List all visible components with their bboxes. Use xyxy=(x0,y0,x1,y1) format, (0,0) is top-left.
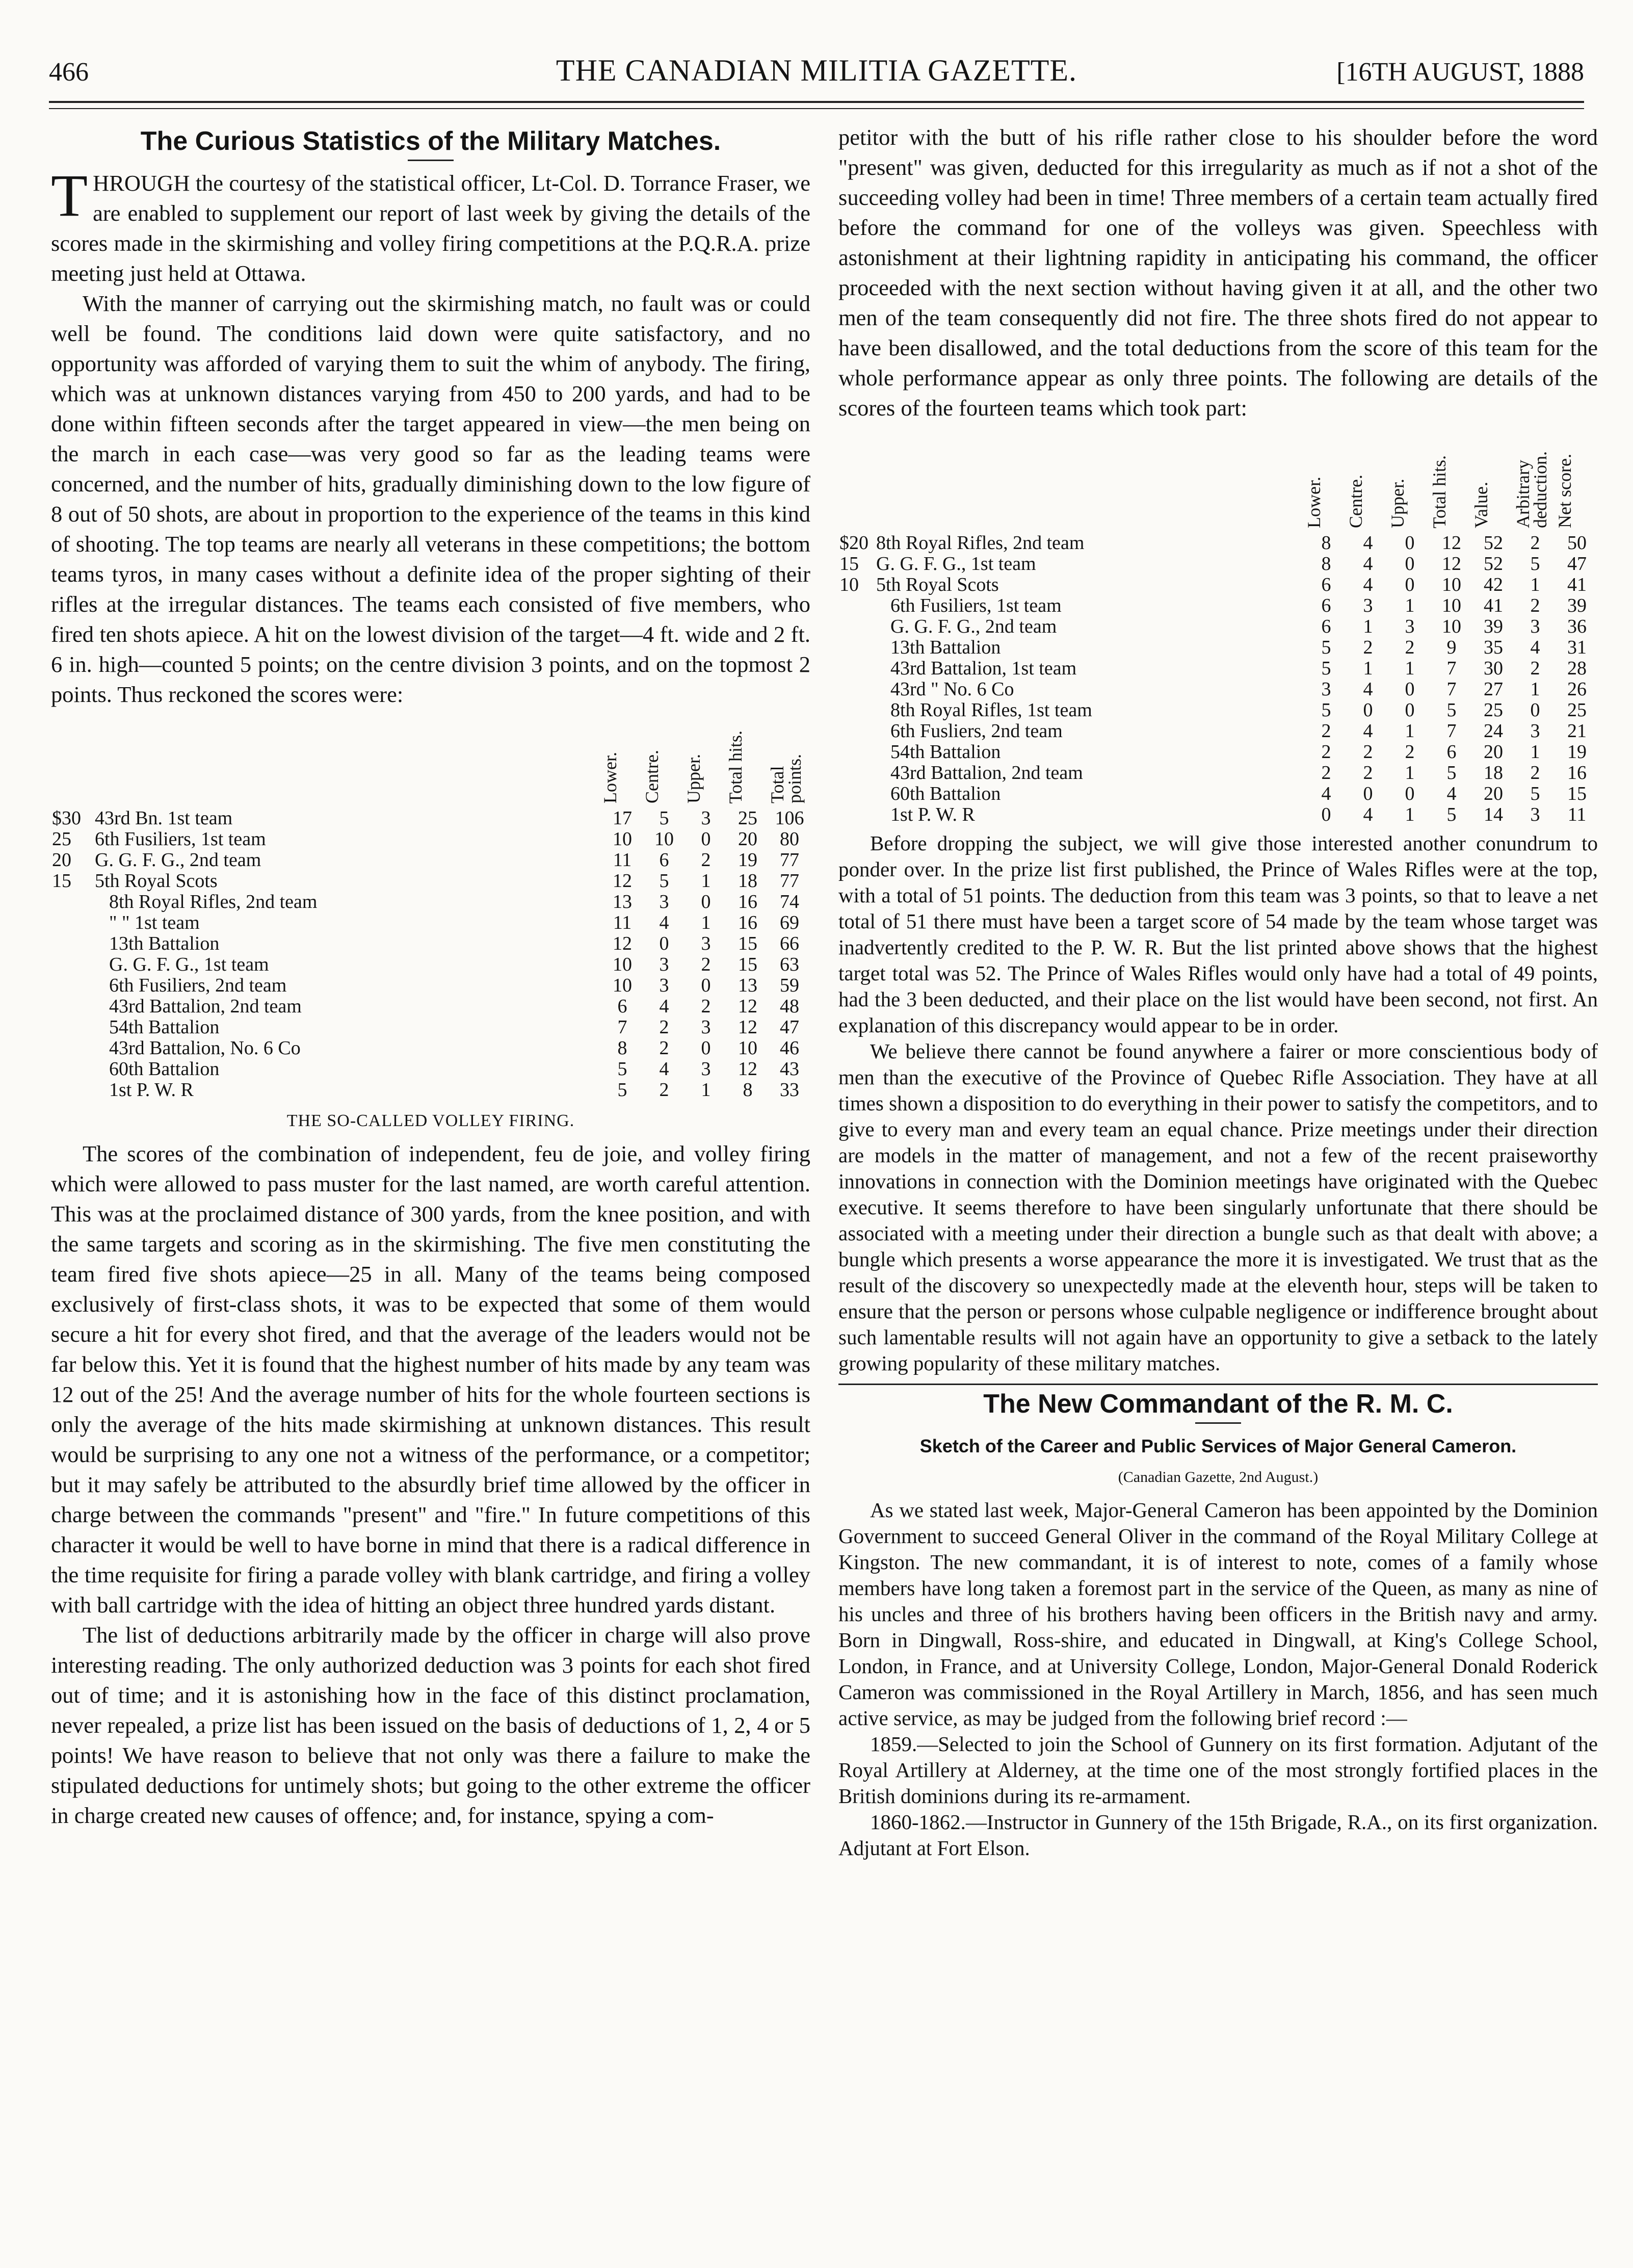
centre-cell: 3 xyxy=(659,891,669,913)
centre-cell: 4 xyxy=(1363,679,1373,700)
points-cell: 80 xyxy=(780,828,799,850)
centre-cell: 4 xyxy=(659,996,669,1017)
upper-cell: 0 xyxy=(1405,783,1415,804)
lower-cell: 2 xyxy=(1321,762,1331,784)
upper-cell: 0 xyxy=(1405,679,1415,700)
prize-cell xyxy=(51,913,94,933)
skirmishing-scores-table xyxy=(51,713,810,1101)
upper-cell: 2 xyxy=(701,954,711,975)
team-cell: 43rd Battalion, 2nd team xyxy=(109,996,302,1017)
upper-cell: 0 xyxy=(701,891,711,913)
centre-cell: 1 xyxy=(1363,658,1373,679)
prize-cell xyxy=(838,595,875,616)
value-cell: 24 xyxy=(1484,720,1503,742)
hits-cell: 12 xyxy=(738,996,757,1017)
deduction-cell: 3 xyxy=(1530,804,1540,825)
team-cell: 5th Royal Scots xyxy=(876,575,999,595)
hits-cell: 4 xyxy=(1446,783,1457,804)
team-cell: 5th Royal Scots xyxy=(95,871,218,892)
table-row xyxy=(838,658,1598,679)
table-row xyxy=(838,533,1598,554)
net-cell: 50 xyxy=(1567,532,1587,554)
lower-cell: 6 xyxy=(617,996,627,1017)
net-cell: 19 xyxy=(1567,741,1587,763)
prize-cell xyxy=(838,784,875,804)
lower-cell: 4 xyxy=(1321,783,1331,804)
value-cell: 35 xyxy=(1484,637,1503,658)
table-row xyxy=(838,700,1598,721)
centre-cell: 6 xyxy=(659,849,669,871)
deduction-cell: 3 xyxy=(1530,616,1540,637)
upper-cell: 3 xyxy=(701,807,711,829)
upper-cell: 0 xyxy=(1405,553,1415,575)
deduction-cell: 1 xyxy=(1530,741,1540,763)
upper-cell: 2 xyxy=(1405,637,1415,658)
team-cell: 43rd " No. 6 Co xyxy=(890,679,1014,700)
team-cell: 1st P. W. R xyxy=(890,804,975,825)
prize-cell xyxy=(51,933,94,954)
deduction-cell: 2 xyxy=(1530,532,1540,554)
right-column xyxy=(838,122,1598,1861)
lower-cell: 8 xyxy=(1321,553,1331,575)
net-cell: 47 xyxy=(1567,553,1587,575)
paragraph: Before dropping the subject, we will give those interested another conundrum to ponder over. In the prize list first published, the Prince of Wales Rifles were at the top, with a total of 51 points. The deduction from this team was 3 points, so that to leave a net total of 51 there must have been a target score of 54 made by the team whose target was inadvertently credited to the P. W. R. But the list printed above shows that the highest target total was 52. The Prince of Wales Rifles would only have had a total of 49 points, had the 3 been deducted, and their place on the list would have been second, not first. An explanation of this discrepancy would appear to be in order. xyxy=(838,831,1598,1037)
hits-cell: 10 xyxy=(1442,574,1461,595)
upper-cell: 0 xyxy=(1405,574,1415,595)
table-row xyxy=(838,721,1598,742)
points-cell: 77 xyxy=(780,849,799,871)
centre-cell: 5 xyxy=(659,807,669,829)
value-cell: 42 xyxy=(1484,574,1503,595)
value-cell: 18 xyxy=(1484,762,1503,784)
article-title: The New Commandant of the R. M. C. xyxy=(983,1389,1453,1419)
prize-cell xyxy=(51,1038,94,1059)
net-cell: 28 xyxy=(1567,658,1587,679)
net-cell: 21 xyxy=(1567,720,1587,742)
value-cell: 30 xyxy=(1484,658,1503,679)
upper-cell: 2 xyxy=(701,849,711,871)
deduction-cell: 1 xyxy=(1530,574,1540,595)
table-row xyxy=(51,975,810,996)
net-cell: 16 xyxy=(1567,762,1587,784)
lower-cell: 10 xyxy=(613,954,632,975)
value-cell: 52 xyxy=(1484,532,1503,554)
upper-cell: 1 xyxy=(701,870,711,892)
team-cell: 6th Fusiliers, 1st team xyxy=(890,595,1062,616)
table-row xyxy=(51,913,810,933)
lower-cell: 8 xyxy=(1321,532,1331,554)
deduction-cell: 1 xyxy=(1530,679,1540,700)
lower-cell: 10 xyxy=(613,975,632,996)
lower-cell: 8 xyxy=(617,1037,627,1059)
prize-cell xyxy=(838,637,875,658)
centre-cell: 2 xyxy=(1363,637,1373,658)
centre-cell: 2 xyxy=(659,1037,669,1059)
lower-cell: 0 xyxy=(1321,804,1331,825)
points-cell: 46 xyxy=(780,1037,799,1059)
team-cell: 60th Battalion xyxy=(109,1059,220,1080)
value-cell: 20 xyxy=(1484,741,1503,763)
column-header: Net score. xyxy=(1555,454,1575,528)
hits-cell: 5 xyxy=(1446,804,1457,825)
prize-cell xyxy=(838,721,875,742)
paragraph: petitor with the butt of his rifle rather close to his shoulder before the word "present" was given, deducted for this irregularity as much as if not a shot of the succeeding volley had been in time! Three members of a certain team actually fired before the command for one of the volleys was given. Speechless with astonishment at their lightning rapidity in anticipating his command, the officer proceeded with the next section without having given it at all, and the other two men of the team consequently did not fire. The three shots fired do not appear to have been disallowed, and the total deductions from the score of this team for the whole performance appear as only three points. The following are details of the scores of the fourteen teams which took part: xyxy=(838,124,1598,421)
hits-cell: 15 xyxy=(738,933,757,954)
team-cell: G. G. F. G., 1st team xyxy=(109,954,269,975)
upper-cell: 1 xyxy=(1405,595,1415,616)
hits-cell: 16 xyxy=(738,912,757,933)
points-cell: 48 xyxy=(780,996,799,1017)
points-cell: 59 xyxy=(780,975,799,996)
prize-cell: 15 xyxy=(839,553,859,575)
lower-cell: 13 xyxy=(613,891,632,913)
centre-cell: 2 xyxy=(659,1016,669,1038)
table-row xyxy=(838,554,1598,575)
team-cell: 6th Fusliers, 2nd team xyxy=(890,721,1063,742)
hits-cell: 13 xyxy=(738,975,757,996)
team-cell: G. G. F. G., 2nd team xyxy=(890,616,1057,637)
table-row xyxy=(838,637,1598,658)
team-cell: 13th Battalion xyxy=(890,637,1001,658)
column-header: Arbitrary deduction. xyxy=(1513,451,1550,528)
column-header: Lower. xyxy=(1304,477,1324,528)
centre-cell: 3 xyxy=(659,954,669,975)
hits-cell: 7 xyxy=(1446,658,1457,679)
centre-cell: 3 xyxy=(659,975,669,996)
hits-cell: 5 xyxy=(1446,699,1457,721)
centre-cell: 0 xyxy=(1363,699,1373,721)
team-cell: " " 1st team xyxy=(109,913,200,933)
net-cell: 31 xyxy=(1567,637,1587,658)
team-cell: 1st P. W. R xyxy=(109,1080,194,1101)
centre-cell: 4 xyxy=(1363,720,1373,742)
prize-cell xyxy=(838,616,875,637)
deduction-cell: 5 xyxy=(1530,553,1540,575)
hits-cell: 12 xyxy=(738,1016,757,1038)
title-rule xyxy=(408,160,454,161)
lower-cell: 7 xyxy=(617,1016,627,1038)
deduction-cell: 2 xyxy=(1530,658,1540,679)
upper-cell: 3 xyxy=(1405,616,1415,637)
table-row xyxy=(838,804,1598,825)
prize-cell xyxy=(838,804,875,825)
value-cell: 39 xyxy=(1484,616,1503,637)
lower-cell: 5 xyxy=(617,1058,627,1080)
prize-cell xyxy=(51,1080,94,1101)
prize-cell xyxy=(51,975,94,996)
column-header: Value. xyxy=(1471,482,1491,528)
prize-cell xyxy=(838,658,875,679)
centre-cell: 0 xyxy=(1363,783,1373,804)
team-cell: 54th Battalion xyxy=(890,742,1001,763)
upper-cell: 2 xyxy=(1405,741,1415,763)
prize-cell: 20 xyxy=(52,849,71,871)
title-rule xyxy=(1195,1422,1241,1424)
points-cell: 47 xyxy=(780,1016,799,1038)
prize-cell: 15 xyxy=(52,870,71,892)
net-cell: 41 xyxy=(1567,574,1587,595)
value-cell: 25 xyxy=(1484,699,1503,721)
points-cell: 69 xyxy=(780,912,799,933)
lower-cell: 10 xyxy=(613,828,632,850)
table-row xyxy=(51,808,810,829)
team-cell: 54th Battalion xyxy=(109,1017,220,1038)
lower-cell: 6 xyxy=(1321,574,1331,595)
prize-cell: $20 xyxy=(839,532,868,554)
article-source: (Canadian Gazette, 2nd August.) xyxy=(1118,1469,1319,1485)
table-row xyxy=(51,1080,810,1101)
prize-cell xyxy=(838,679,875,700)
hits-cell: 7 xyxy=(1446,720,1457,742)
net-cell: 39 xyxy=(1567,595,1587,616)
points-cell: 106 xyxy=(775,807,804,829)
deduction-cell: 2 xyxy=(1530,762,1540,784)
prize-cell xyxy=(51,954,94,975)
value-cell: 52 xyxy=(1484,553,1503,575)
hits-cell: 18 xyxy=(738,870,757,892)
lower-cell: 5 xyxy=(1321,658,1331,679)
upper-cell: 3 xyxy=(701,933,711,954)
upper-cell: 1 xyxy=(1405,804,1415,825)
header-rule-thin xyxy=(49,108,1584,109)
prize-cell xyxy=(51,1017,94,1038)
paragraph: 1860-1862.—Instructor in Gunnery of the 15th Brigade, R.A., on its first organization. Adjutant at Fort Elson. xyxy=(838,1810,1598,1860)
paragraph: We believe there cannot be found anywhere a fairer or more conscientious body of men than the executive of the Province of Quebec Rifle Association. They have at all times shown a disposition to do everything in their power to satisfy the competitors, and to give to every man and every team an equal chance. Prize meetings under their direction are models in the matter of management, and not a few of the recent praiseworthy innovations in connection with the Dominion meetings have originated with the Quebec executive. It seems therefore to have been singularly unfortunate that there should be associated with a meeting under their direction a bungle such as that dealt with above; a bungle which presents a worse appearance the more it is investigated. We trust that as the result of the discovery so unexpectedly made at the eleventh hour, steps will be taken to ensure that the person or persons whose culpable negligence or indifference brought about such lamentable results will not again have an opportunity to give a setback to the lately growing popularity of these military matches. xyxy=(838,1039,1598,1375)
net-cell: 11 xyxy=(1567,804,1587,825)
lower-cell: 12 xyxy=(613,933,632,954)
table-row xyxy=(838,784,1598,804)
team-cell: G. G. F. G., 1st team xyxy=(876,554,1036,575)
upper-cell: 0 xyxy=(701,828,711,850)
column-header: Upper. xyxy=(683,754,704,803)
table-row xyxy=(51,1059,810,1080)
hits-cell: 8 xyxy=(743,1079,753,1101)
paragraph: As we stated last week, Major-General Cameron has been appointed by the Dominion Government to succeed General Oliver in the command of the Royal Military College at Kingston. The new commandant, it is of interest to note, comes of a family whose members have long taken a foremost part in the service of the Queen, as many as nine of his uncles and three of his brothers having been officers in the British navy and army. Born in Dingwall, Ross-shire, and educated in Dingwall, at King's College School, London, in France, and at University College, London, Major-General Donald Roderick Cameron was commissioned in the Royal Artillery in March, 1856, and has seen much active service, as may be judged from the following brief record :— xyxy=(838,1498,1598,1730)
team-cell: 13th Battalion xyxy=(109,933,220,954)
lower-cell: 17 xyxy=(613,807,632,829)
table-row xyxy=(838,742,1598,763)
net-cell: 26 xyxy=(1567,679,1587,700)
lower-cell: 3 xyxy=(1321,679,1331,700)
hits-cell: 25 xyxy=(738,807,757,829)
volley-scores-table xyxy=(838,426,1598,825)
prize-cell: 25 xyxy=(52,828,71,850)
article-title: The Curious Statistics of the Military Matches. xyxy=(140,126,721,156)
column-header: Upper. xyxy=(1387,479,1408,528)
article-subtitle: Sketch of the Career and Public Services of Major General Cameron. xyxy=(919,1436,1517,1456)
table-row xyxy=(838,595,1598,616)
hits-cell: 16 xyxy=(738,891,757,913)
team-cell: 43rd Battalion, No. 6 Co xyxy=(109,1038,301,1059)
column-header: Total points. xyxy=(767,753,805,803)
table-row xyxy=(51,850,810,871)
centre-cell: 4 xyxy=(659,912,669,933)
upper-cell: 1 xyxy=(1405,720,1415,742)
lower-cell: 11 xyxy=(613,912,632,933)
upper-cell: 0 xyxy=(1405,699,1415,721)
lower-cell: 6 xyxy=(1321,616,1331,637)
upper-cell: 0 xyxy=(701,975,711,996)
prize-cell xyxy=(838,763,875,784)
hits-cell: 12 xyxy=(738,1058,757,1080)
prize-cell xyxy=(838,742,875,763)
prize-cell xyxy=(51,996,94,1017)
table-row xyxy=(51,996,810,1017)
table-row xyxy=(51,829,810,850)
value-cell: 41 xyxy=(1484,595,1503,616)
centre-cell: 2 xyxy=(1363,741,1373,763)
team-cell: 6th Fusiliers, 1st team xyxy=(95,829,266,850)
points-cell: 63 xyxy=(780,954,799,975)
centre-cell: 4 xyxy=(1363,553,1373,575)
hits-cell: 20 xyxy=(738,828,757,850)
deduction-cell: 0 xyxy=(1530,699,1540,721)
table-row xyxy=(838,575,1598,595)
page-number: 466 xyxy=(49,58,89,87)
lower-cell: 2 xyxy=(1321,741,1331,763)
team-cell: 43rd Bn. 1st team xyxy=(95,808,233,829)
hits-cell: 10 xyxy=(1442,595,1461,616)
hits-cell: 10 xyxy=(738,1037,757,1059)
team-cell: 8th Royal Rifles, 1st team xyxy=(890,700,1092,721)
table-row xyxy=(51,1038,810,1059)
paragraph: With the manner of carrying out the skirmishing match, no fault was or could well be found. The conditions laid down were quite satisfactory, and no opportunity was afforded of varying them to suit the whim of anybody. The firing, which was at unknown distances varying from 450 to 200 yards, and had to be done within fifteen seconds after the target appeared in view—the men being on the march in each case—was very good so far as the leading teams were concerned, and the number of hits, gradually diminishing down to the low figure of 8 out of 50 shots, are about in proportion to the experience of the teams in this kind of shooting. The top teams are nearly all veterans in these competitions; the bottom teams tyros, in many cases without a definite idea of the proper sighting of their rifles at the irregular distances. The teams each consisted of five members, who fired ten shots apiece. A hit on the lowest division of the target—4 ft. wide and 2 ft. 6 in. high—counted 5 points; on the centre division 3 points, and on the topmost 2 points. Thus reckoned the scores were: xyxy=(51,291,810,707)
page-header xyxy=(49,53,1584,94)
deduction-cell: 4 xyxy=(1530,637,1540,658)
hits-cell: 15 xyxy=(738,954,757,975)
centre-cell: 1 xyxy=(1363,616,1373,637)
centre-cell: 3 xyxy=(1363,595,1373,616)
centre-cell: 4 xyxy=(1363,532,1373,554)
hits-cell: 6 xyxy=(1446,741,1457,763)
hits-cell: 9 xyxy=(1446,637,1457,658)
upper-cell: 3 xyxy=(701,1016,711,1038)
lower-cell: 6 xyxy=(1321,595,1331,616)
lower-cell: 2 xyxy=(1321,720,1331,742)
points-cell: 33 xyxy=(780,1079,799,1101)
upper-cell: 0 xyxy=(701,1037,711,1059)
left-column xyxy=(51,122,810,1831)
value-cell: 20 xyxy=(1484,783,1503,804)
paragraph: The list of deductions arbitrarily made by the officer in charge will also prove interesting reading. The only authorized deduction was 3 points for each shot fired out of time; and it is astonishing how in the face of this distinct proclamation, never repealed, a prize list has been issued on the basis of deductions of 1, 2, 4 or 5 points! We have reason to believe that not only was there a failure to make the stipulated deductions for untimely shots; but going to the other extreme the officer in charge created new causes of offence; and, for instance, spying a com- xyxy=(51,1622,810,1828)
prize-cell: 10 xyxy=(839,574,859,595)
deduction-cell: 2 xyxy=(1530,595,1540,616)
lower-cell: 11 xyxy=(613,849,632,871)
drop-cap: T xyxy=(51,162,88,229)
points-cell: 77 xyxy=(780,870,799,892)
table-row xyxy=(51,1017,810,1038)
section-divider xyxy=(838,1384,1598,1385)
hits-cell: 19 xyxy=(738,849,757,871)
hits-cell: 5 xyxy=(1446,762,1457,784)
net-cell: 36 xyxy=(1567,616,1587,637)
team-cell: 60th Battalion xyxy=(890,784,1001,804)
upper-cell: 1 xyxy=(701,1079,711,1101)
paragraph: 1859.—Selected to join the School of Gunnery on its first formation. Adjutant of the Royal Artillery at Alderney, at the time one of the most strongly fortified places in the British dominions during its re-armament. xyxy=(838,1732,1598,1808)
hits-cell: 10 xyxy=(1442,616,1461,637)
lower-cell: 12 xyxy=(613,870,632,892)
deduction-cell: 3 xyxy=(1530,720,1540,742)
column-header: Total hits. xyxy=(1429,455,1450,528)
deduction-cell: 5 xyxy=(1530,783,1540,804)
table-row xyxy=(51,954,810,975)
publication-title: THE CANADIAN MILITIA GAZETTE. xyxy=(556,54,1077,87)
table-row xyxy=(838,679,1598,700)
team-cell: G. G. F. G., 2nd team xyxy=(95,850,261,871)
lower-cell: 5 xyxy=(617,1079,627,1101)
centre-cell: 10 xyxy=(654,828,674,850)
paragraph: THROUGH the courtesy of the statistical officer, Lt-Col. D. Torrance Fraser, we are enabled to supplement our report of last week by giving the details of the scores made in the skirmishing and volley firing competitions at the P.Q.R.A. prize meeting just held at Ottawa. xyxy=(51,162,810,286)
team-cell: 43rd Battalion, 2nd team xyxy=(890,763,1083,784)
team-cell: 8th Royal Rifles, 2nd team xyxy=(876,533,1085,554)
centre-cell: 0 xyxy=(659,933,669,954)
centre-cell: 2 xyxy=(1363,762,1373,784)
lower-cell: 5 xyxy=(1321,699,1331,721)
lower-cell: 5 xyxy=(1321,637,1331,658)
centre-cell: 5 xyxy=(659,870,669,892)
centre-cell: 4 xyxy=(1363,574,1373,595)
hits-cell: 7 xyxy=(1446,679,1457,700)
table-row xyxy=(838,763,1598,784)
team-cell: 43rd Battalion, 1st team xyxy=(890,658,1077,679)
centre-cell: 4 xyxy=(1363,804,1373,825)
section-subheading: THE SO-CALLED VOLLEY FIRING. xyxy=(286,1111,575,1130)
points-cell: 43 xyxy=(780,1058,799,1080)
centre-cell: 2 xyxy=(659,1079,669,1101)
upper-cell: 3 xyxy=(701,1058,711,1080)
upper-cell: 1 xyxy=(1405,658,1415,679)
centre-cell: 4 xyxy=(659,1058,669,1080)
net-cell: 15 xyxy=(1567,783,1587,804)
value-cell: 14 xyxy=(1484,804,1503,825)
team-cell: 6th Fusiliers, 2nd team xyxy=(109,975,287,996)
upper-cell: 2 xyxy=(701,996,711,1017)
column-header: Centre. xyxy=(642,750,662,803)
column-header: Total hits. xyxy=(725,730,746,803)
header-rule xyxy=(49,101,1584,103)
column-header: Lower. xyxy=(600,752,620,803)
prize-cell xyxy=(51,1059,94,1080)
upper-cell: 1 xyxy=(701,912,711,933)
paragraph: The scores of the combination of independent, feu de joie, and volley firing which were allowed to pass muster for the last named, are worth careful attention. This was at the proclaimed distance of 300 yards, from the knee position, and with the same targets and scoring as in the skirmishing. The five men constituting the team fired five shots apiece—25 in all. Many of the teams being composed exclusively of first-class shots, it was to be expected that some of them would secure a hit for every shot fired, and that the average of the leaders would not be far below this. Yet it is found that the highest number of hits made by any team was 12 out of the 25! And the average number of hits for the whole fourteen sections is only the average of the hits made skirmishing at unknown distances. This result would be surprising to any one not a witness of the performance, or a competitor; but it may safely be attributed to the absurdly brief time allowed by the officer in charge between the commands "present" and "fire." In future competitions of this character it would be well to have borne in mind that there is a radical difference in the time requisite for firing a parade volley with blank cartridge, and firing a volley with ball cartridge with the idea of hitting an object three hundred yards distant. xyxy=(51,1141,810,1618)
hits-cell: 12 xyxy=(1442,532,1461,554)
net-cell: 25 xyxy=(1567,699,1587,721)
hits-cell: 12 xyxy=(1442,553,1461,575)
table-row xyxy=(838,616,1598,637)
upper-cell: 1 xyxy=(1405,762,1415,784)
issue-date: [16TH AUGUST, 1888 xyxy=(1336,58,1584,87)
table-row xyxy=(51,871,810,892)
value-cell: 27 xyxy=(1484,679,1503,700)
table-row xyxy=(51,892,810,913)
upper-cell: 0 xyxy=(1405,532,1415,554)
points-cell: 66 xyxy=(780,933,799,954)
team-cell: 8th Royal Rifles, 2nd team xyxy=(109,892,318,913)
column-header: Centre. xyxy=(1346,475,1366,528)
prize-cell xyxy=(51,892,94,913)
prize-cell xyxy=(838,700,875,721)
points-cell: 74 xyxy=(780,891,799,913)
prize-cell: $30 xyxy=(52,807,81,829)
table-row xyxy=(51,933,810,954)
